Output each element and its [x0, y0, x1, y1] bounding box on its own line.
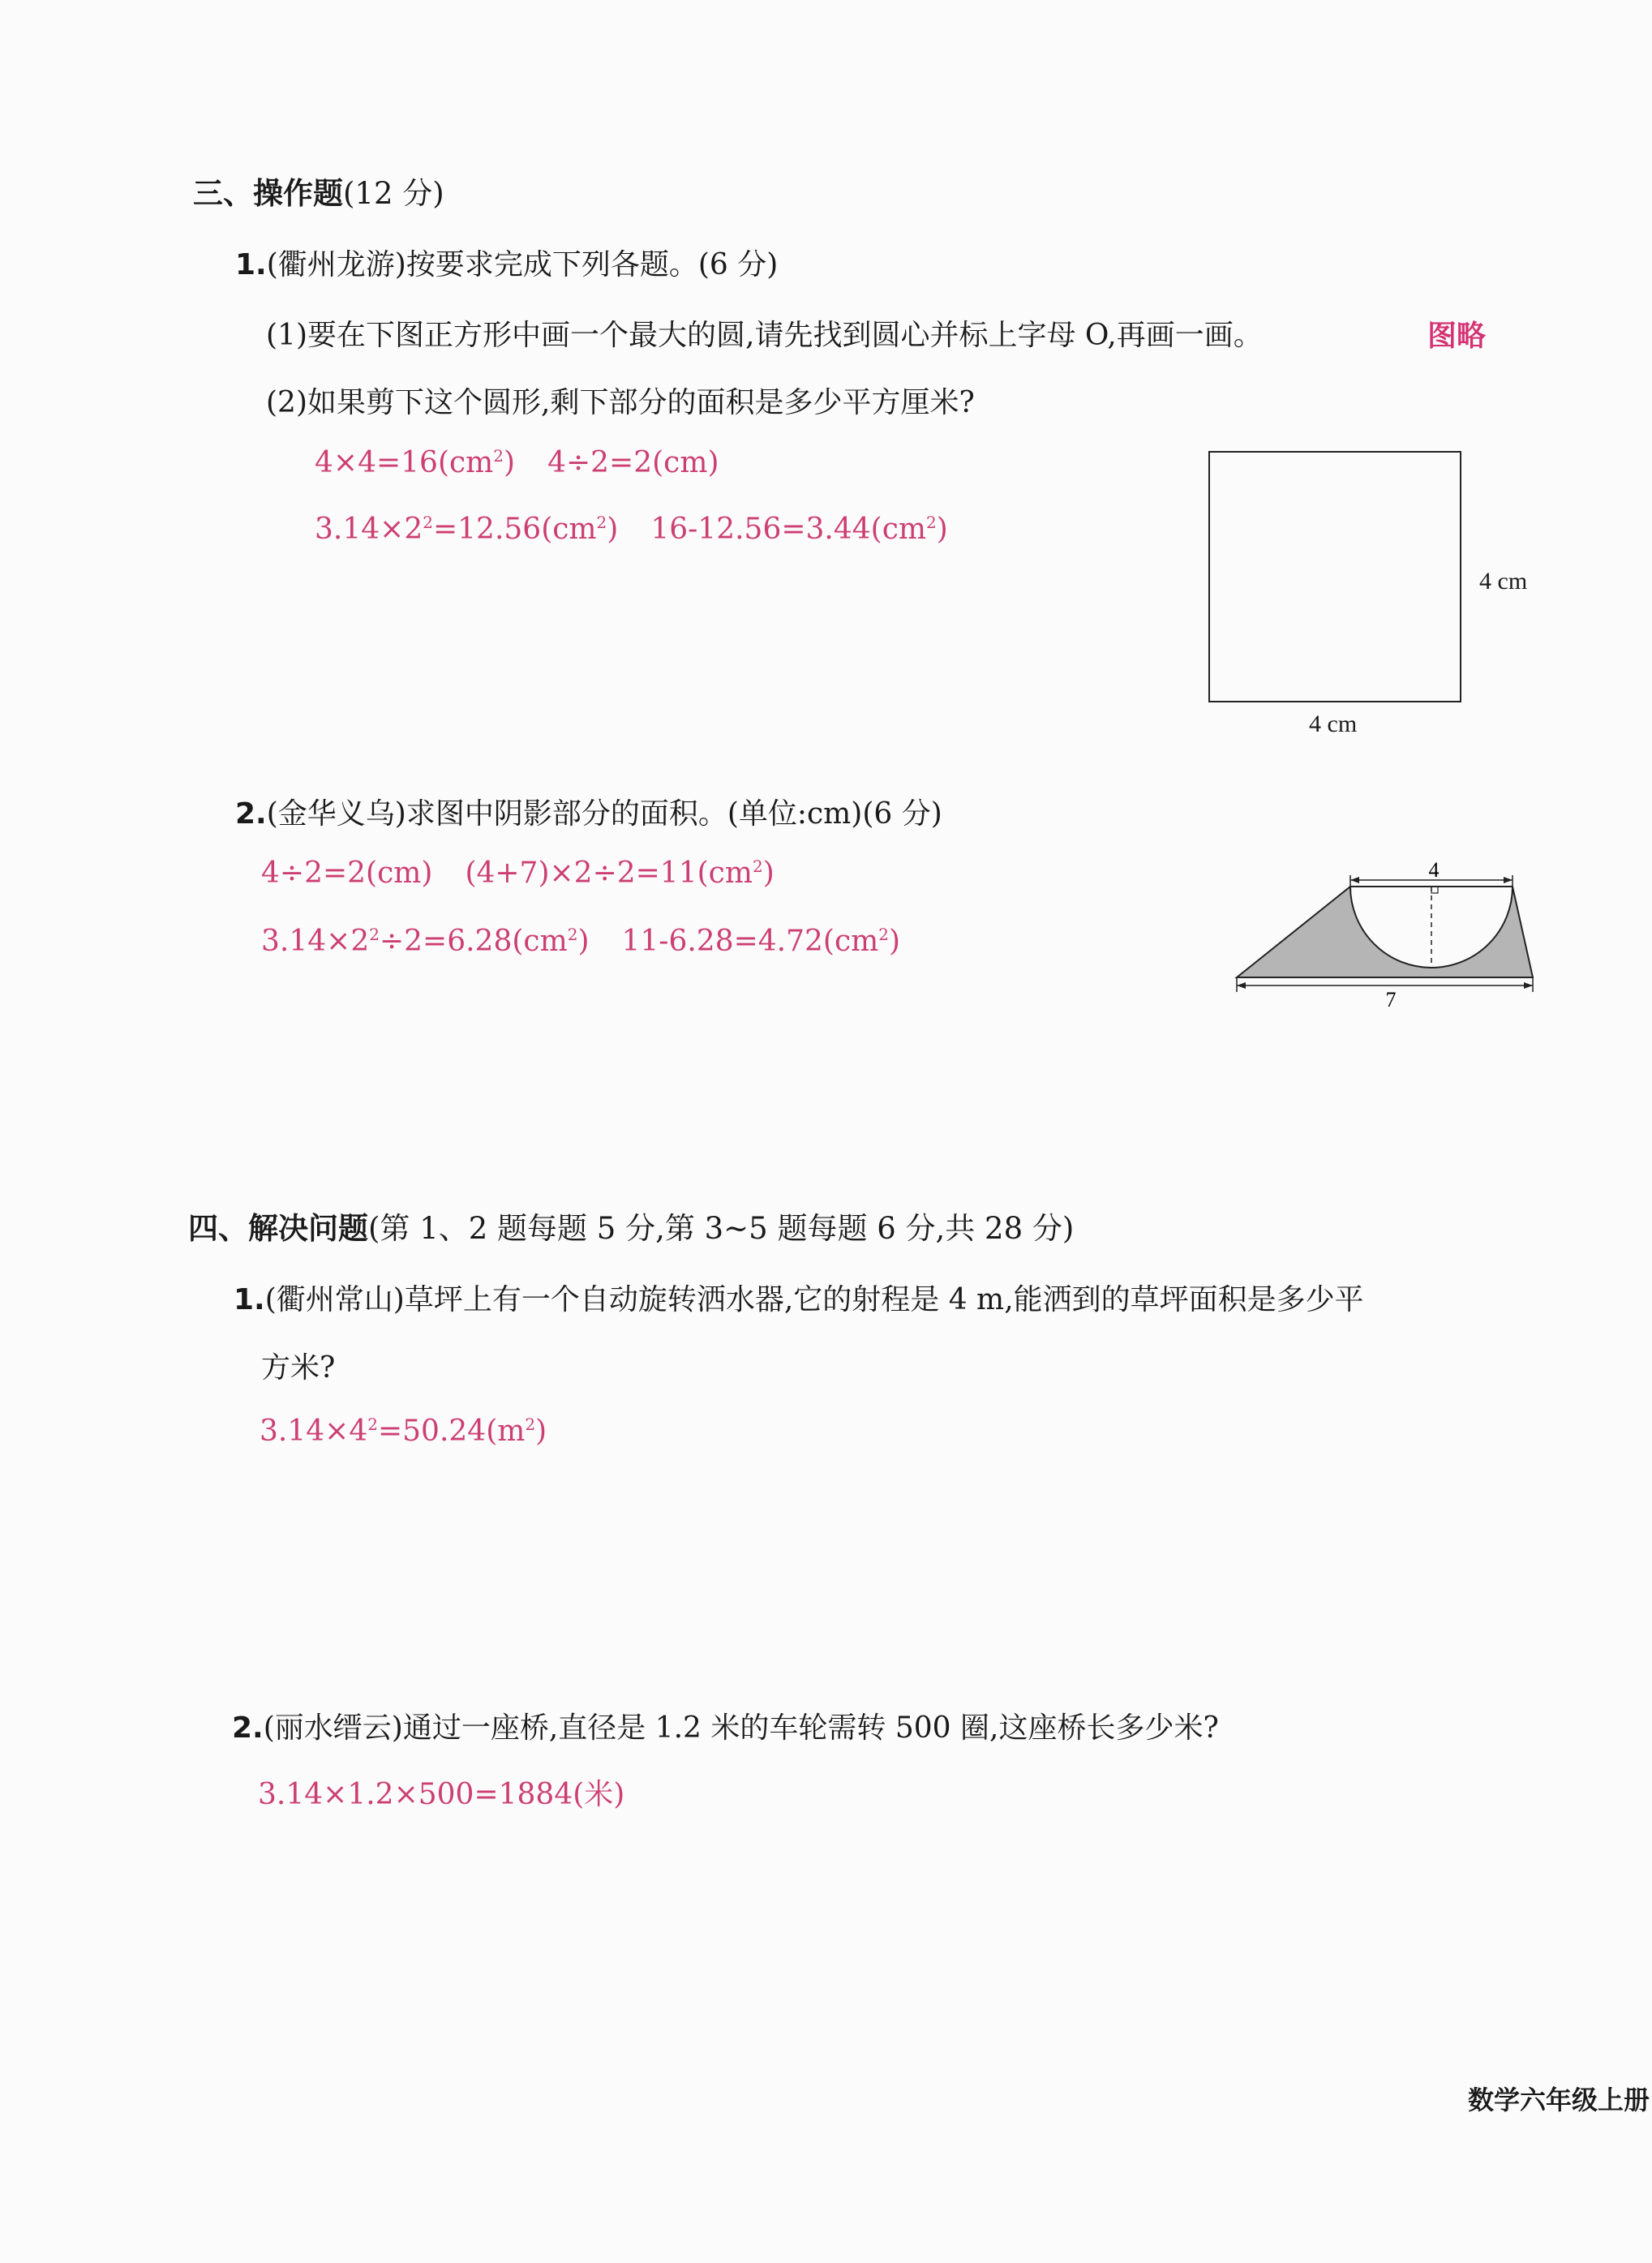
s4-q1-stem-line1: (衢州常山)草坪上有一个自动旋转洒水器,它的射程是 4 m,能洒到的草坪面积是多少平	[264, 1283, 1364, 1316]
s3-question-2	[235, 791, 942, 832]
ans-sup: 2	[878, 925, 890, 944]
s4-q2-answer: 3.14×1.2×500=1884(米)	[258, 1778, 625, 1811]
ans-text: )	[762, 857, 775, 890]
ans-text: )	[535, 1415, 547, 1448]
arrow	[1350, 877, 1359, 883]
s4-q2-stem: (丽水缙云)通过一座桥,直径是 1.2 米的车轮需转 500 圈,这座桥长多少米?	[263, 1711, 1219, 1745]
ans-text: )	[889, 925, 901, 958]
s3-q1-stem: (衢州龙游)按要求完成下列各题。(6 分)	[266, 248, 779, 281]
section4-title: 四、解决问题	[188, 1211, 368, 1246]
s3-q2-stem: (金华义乌)求图中阴影部分的面积。(单位:cm)(6 分)	[266, 797, 942, 831]
ans-sup: 2	[567, 925, 578, 944]
ans-text: )	[607, 513, 619, 546]
ans-text: 3.14×2	[315, 513, 423, 546]
trapezoid-figure	[1225, 856, 1541, 1018]
s3-question-1	[235, 242, 778, 283]
section3-score-note: (12 分)	[343, 176, 444, 211]
top-label: 4	[1428, 858, 1440, 882]
ans-sup: 2	[367, 1415, 378, 1434]
ans-sup: 2	[525, 1415, 536, 1434]
ans-sup: 2	[752, 857, 763, 876]
section4-heading	[188, 1204, 1074, 1247]
s3-q2-number: 2.	[235, 797, 267, 831]
square-side-label: 4 cm	[1479, 568, 1528, 595]
ans-text: (4+7)×2÷2=11(cm	[465, 857, 753, 890]
s3-q1-sub2: (2)如果剪下这个圆形,剩下部分的面积是多少平方厘米?	[266, 386, 975, 419]
arrow	[1504, 877, 1513, 883]
s3-q1-number: 1.	[235, 248, 267, 281]
arrow	[1524, 982, 1533, 989]
ans-text: )	[577, 925, 590, 958]
s4-q1-stem-line2: 方米?	[261, 1351, 336, 1385]
ans-text: 11-6.28=4.72(cm	[621, 925, 879, 958]
footer-book-title: 数学六年级上册	[1468, 2085, 1650, 2115]
ans-text: 3.14×2	[261, 925, 370, 958]
ans-text: =50.24(m	[377, 1415, 526, 1448]
s3-q1-answer-line1	[315, 446, 719, 479]
s3-q1-sub1-answer: 图略	[1427, 320, 1487, 353]
section3-title: 三、操作题	[193, 176, 343, 211]
ans-sup: 2	[926, 513, 937, 532]
s4-question-1	[234, 1277, 1364, 1318]
ans-sup: 2	[596, 513, 607, 532]
s4-q1-number: 1.	[234, 1283, 265, 1316]
arrow	[1237, 982, 1246, 989]
ans-sup: 2	[423, 513, 433, 532]
s3-q1-answer-line2	[315, 513, 948, 546]
square-figure	[1208, 451, 1461, 702]
ans-text: )	[504, 446, 516, 479]
ans-sup: 2	[369, 925, 380, 944]
ans-text: 16-12.56=3.44(cm	[650, 513, 927, 546]
s3-q2-answer-line1	[261, 857, 775, 890]
ans-text: 4÷2=2(cm)	[261, 857, 433, 890]
ans-text: 4×4=16(cm	[315, 446, 494, 479]
s4-q2-number: 2.	[232, 1711, 264, 1745]
ans-text: 4÷2=2(cm)	[547, 446, 719, 479]
square-bottom-label: 4 cm	[1309, 711, 1358, 737]
bottom-label: 7	[1385, 988, 1397, 1011]
ans-text: =12.56(cm	[432, 513, 597, 546]
ans-text: )	[936, 513, 948, 546]
section3-heading	[193, 169, 444, 213]
s3-q1-sub1: (1)要在下图正方形中画一个最大的圆,请先找到圆心并标上字母 O,再画一画。	[266, 319, 1263, 352]
s4-q1-answer	[260, 1415, 547, 1448]
s3-q2-answer-line2	[261, 925, 900, 958]
ans-text: 3.14×4	[260, 1415, 368, 1448]
ans-text: ÷2=6.28(cm	[379, 925, 568, 958]
s4-question-2	[232, 1705, 1219, 1746]
section4-score-note: (第 1、2 题每题 5 分,第 3~5 题每题 6 分,共 28 分)	[368, 1211, 1075, 1246]
ans-sup: 2	[493, 446, 504, 466]
